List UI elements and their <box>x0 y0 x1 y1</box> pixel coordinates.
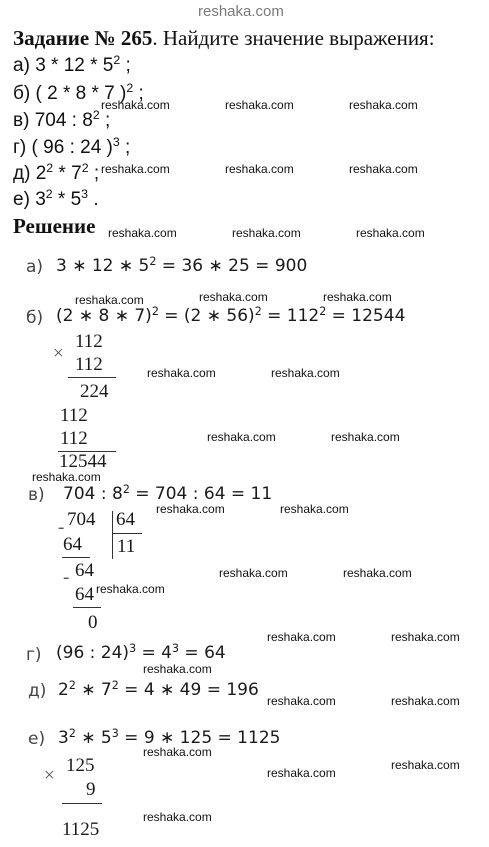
b-col-p3: 112 <box>60 428 88 449</box>
b-col-p1: 224 <box>80 381 109 402</box>
watermark: reshaka.com <box>280 502 349 516</box>
e-col-result: 1125 <box>62 819 100 840</box>
watermark: reshaka.com <box>219 566 288 580</box>
sol-e-expr: $3^2$ ∗ $5^3 = 9$ ∗ 125 = 1125 <box>58 726 281 748</box>
watermark: reshaka.com <box>207 430 276 444</box>
v-line-2 <box>73 607 101 608</box>
v-sub-2: 64 <box>75 584 94 605</box>
watermark: reshaka.com <box>343 566 412 580</box>
sol-b-expr: (2 ∗ 8 ∗ 7)$^2$ = (2 ∗ $56)^2 = 112^2 = 12544$ <box>56 304 406 326</box>
sol-b-label: б) <box>26 308 44 328</box>
e-col-m1: 125 <box>66 755 95 776</box>
b-col-line-1 <box>68 377 116 378</box>
v-div-vline <box>112 511 113 559</box>
solution-heading: Решение <box>13 214 96 238</box>
watermark: reshaka.com <box>331 430 400 444</box>
sol-g-label: г) <box>26 645 42 665</box>
watermark: reshaka.com <box>225 162 294 176</box>
watermark: reshaka.com <box>391 758 460 772</box>
b-col-m2: 112 <box>75 354 103 375</box>
sol-e-label: е) <box>28 729 46 749</box>
sol-v-expr: 704 : $8^2 = 704$ : 64 = 11 <box>63 482 273 504</box>
watermark: reshaka.com <box>32 470 101 484</box>
e-col-m2: 9 <box>86 779 96 800</box>
times-sign-2: × <box>44 765 55 786</box>
v-line-1 <box>62 557 90 558</box>
sol-a-expr: 3 ∗ 12 ∗ $5^2 = 36$ ∗ 25 = 900 <box>56 254 308 276</box>
watermark: reshaka.com <box>199 290 268 304</box>
watermark: reshaka.com <box>391 694 460 708</box>
watermark: reshaka.com <box>271 366 340 380</box>
sol-v-label: в) <box>28 485 45 505</box>
task-heading <box>13 27 435 49</box>
task-item-a: а) $3 * 12 * 5^2$ ; <box>13 53 131 76</box>
task-text: . Найдите значение выражения: <box>152 26 435 50</box>
watermark: reshaka.com <box>225 98 294 112</box>
e-col-line <box>62 803 102 804</box>
watermark: reshaka.com <box>349 162 418 176</box>
v-quotient: 11 <box>117 536 136 557</box>
task-item-e: е) $3^2 * 5^3$ . <box>13 187 99 210</box>
v-div-hline <box>112 533 142 534</box>
v-dividend: 704 <box>67 509 96 530</box>
watermark: reshaka.com <box>143 745 212 759</box>
b-col-p2: 112 <box>60 405 88 426</box>
sol-d-label: д) <box>28 681 47 701</box>
v-divisor: 64 <box>116 509 135 530</box>
watermark: reshaka.com <box>267 694 336 708</box>
watermark: reshaka.com <box>349 98 418 112</box>
minus-sign-2: - <box>63 567 70 588</box>
watermark: reshaka.com <box>101 162 170 176</box>
watermark: reshaka.com <box>232 226 301 240</box>
watermark: reshaka.com <box>356 226 425 240</box>
v-rem-1: 64 <box>75 560 94 581</box>
watermark: reshaka.com <box>143 662 212 676</box>
sol-g-expr: (96 : $24)^3 = 4^3 = 64$ <box>56 641 226 663</box>
watermark: reshaka.com <box>101 98 170 112</box>
task-item-v: в) 704 : $8^2$ ; <box>13 108 111 131</box>
watermark: reshaka.com <box>391 630 460 644</box>
sol-d-expr: $2^2$ ∗ $7^2 = 4$ ∗ 49 = 196 <box>58 678 259 700</box>
watermark: reshaka.com <box>156 502 225 516</box>
v-sub-1: 64 <box>63 534 82 555</box>
b-col-result: 12544 <box>59 451 107 472</box>
times-sign: × <box>53 343 64 364</box>
task-item-g: г) ( 96 : 24 )$^3$ ; <box>13 135 131 158</box>
watermark: reshaka.com <box>143 810 212 824</box>
watermark: reshaka.com <box>147 366 216 380</box>
sol-a-label: а) <box>26 257 44 277</box>
watermark: reshaka.com <box>267 630 336 644</box>
watermark: reshaka.com <box>75 293 144 307</box>
watermark: reshaka.com <box>323 290 392 304</box>
watermark: reshaka.com <box>96 582 165 596</box>
watermark: reshaka.com <box>267 766 336 780</box>
task-title: Задание № 265 <box>13 26 153 50</box>
watermark: reshaka.com <box>108 226 177 240</box>
watermark-top: reshaka.com <box>198 3 284 20</box>
b-col-m1: 112 <box>75 331 103 352</box>
v-rem-2: 0 <box>88 612 98 633</box>
task-item-d: д) $2^2 * 7^2$ ; <box>13 161 100 184</box>
task-item-b: б) ( 2 * 8 * 7 )$^2$ ; <box>13 81 144 104</box>
minus-sign-1: - <box>58 517 65 538</box>
